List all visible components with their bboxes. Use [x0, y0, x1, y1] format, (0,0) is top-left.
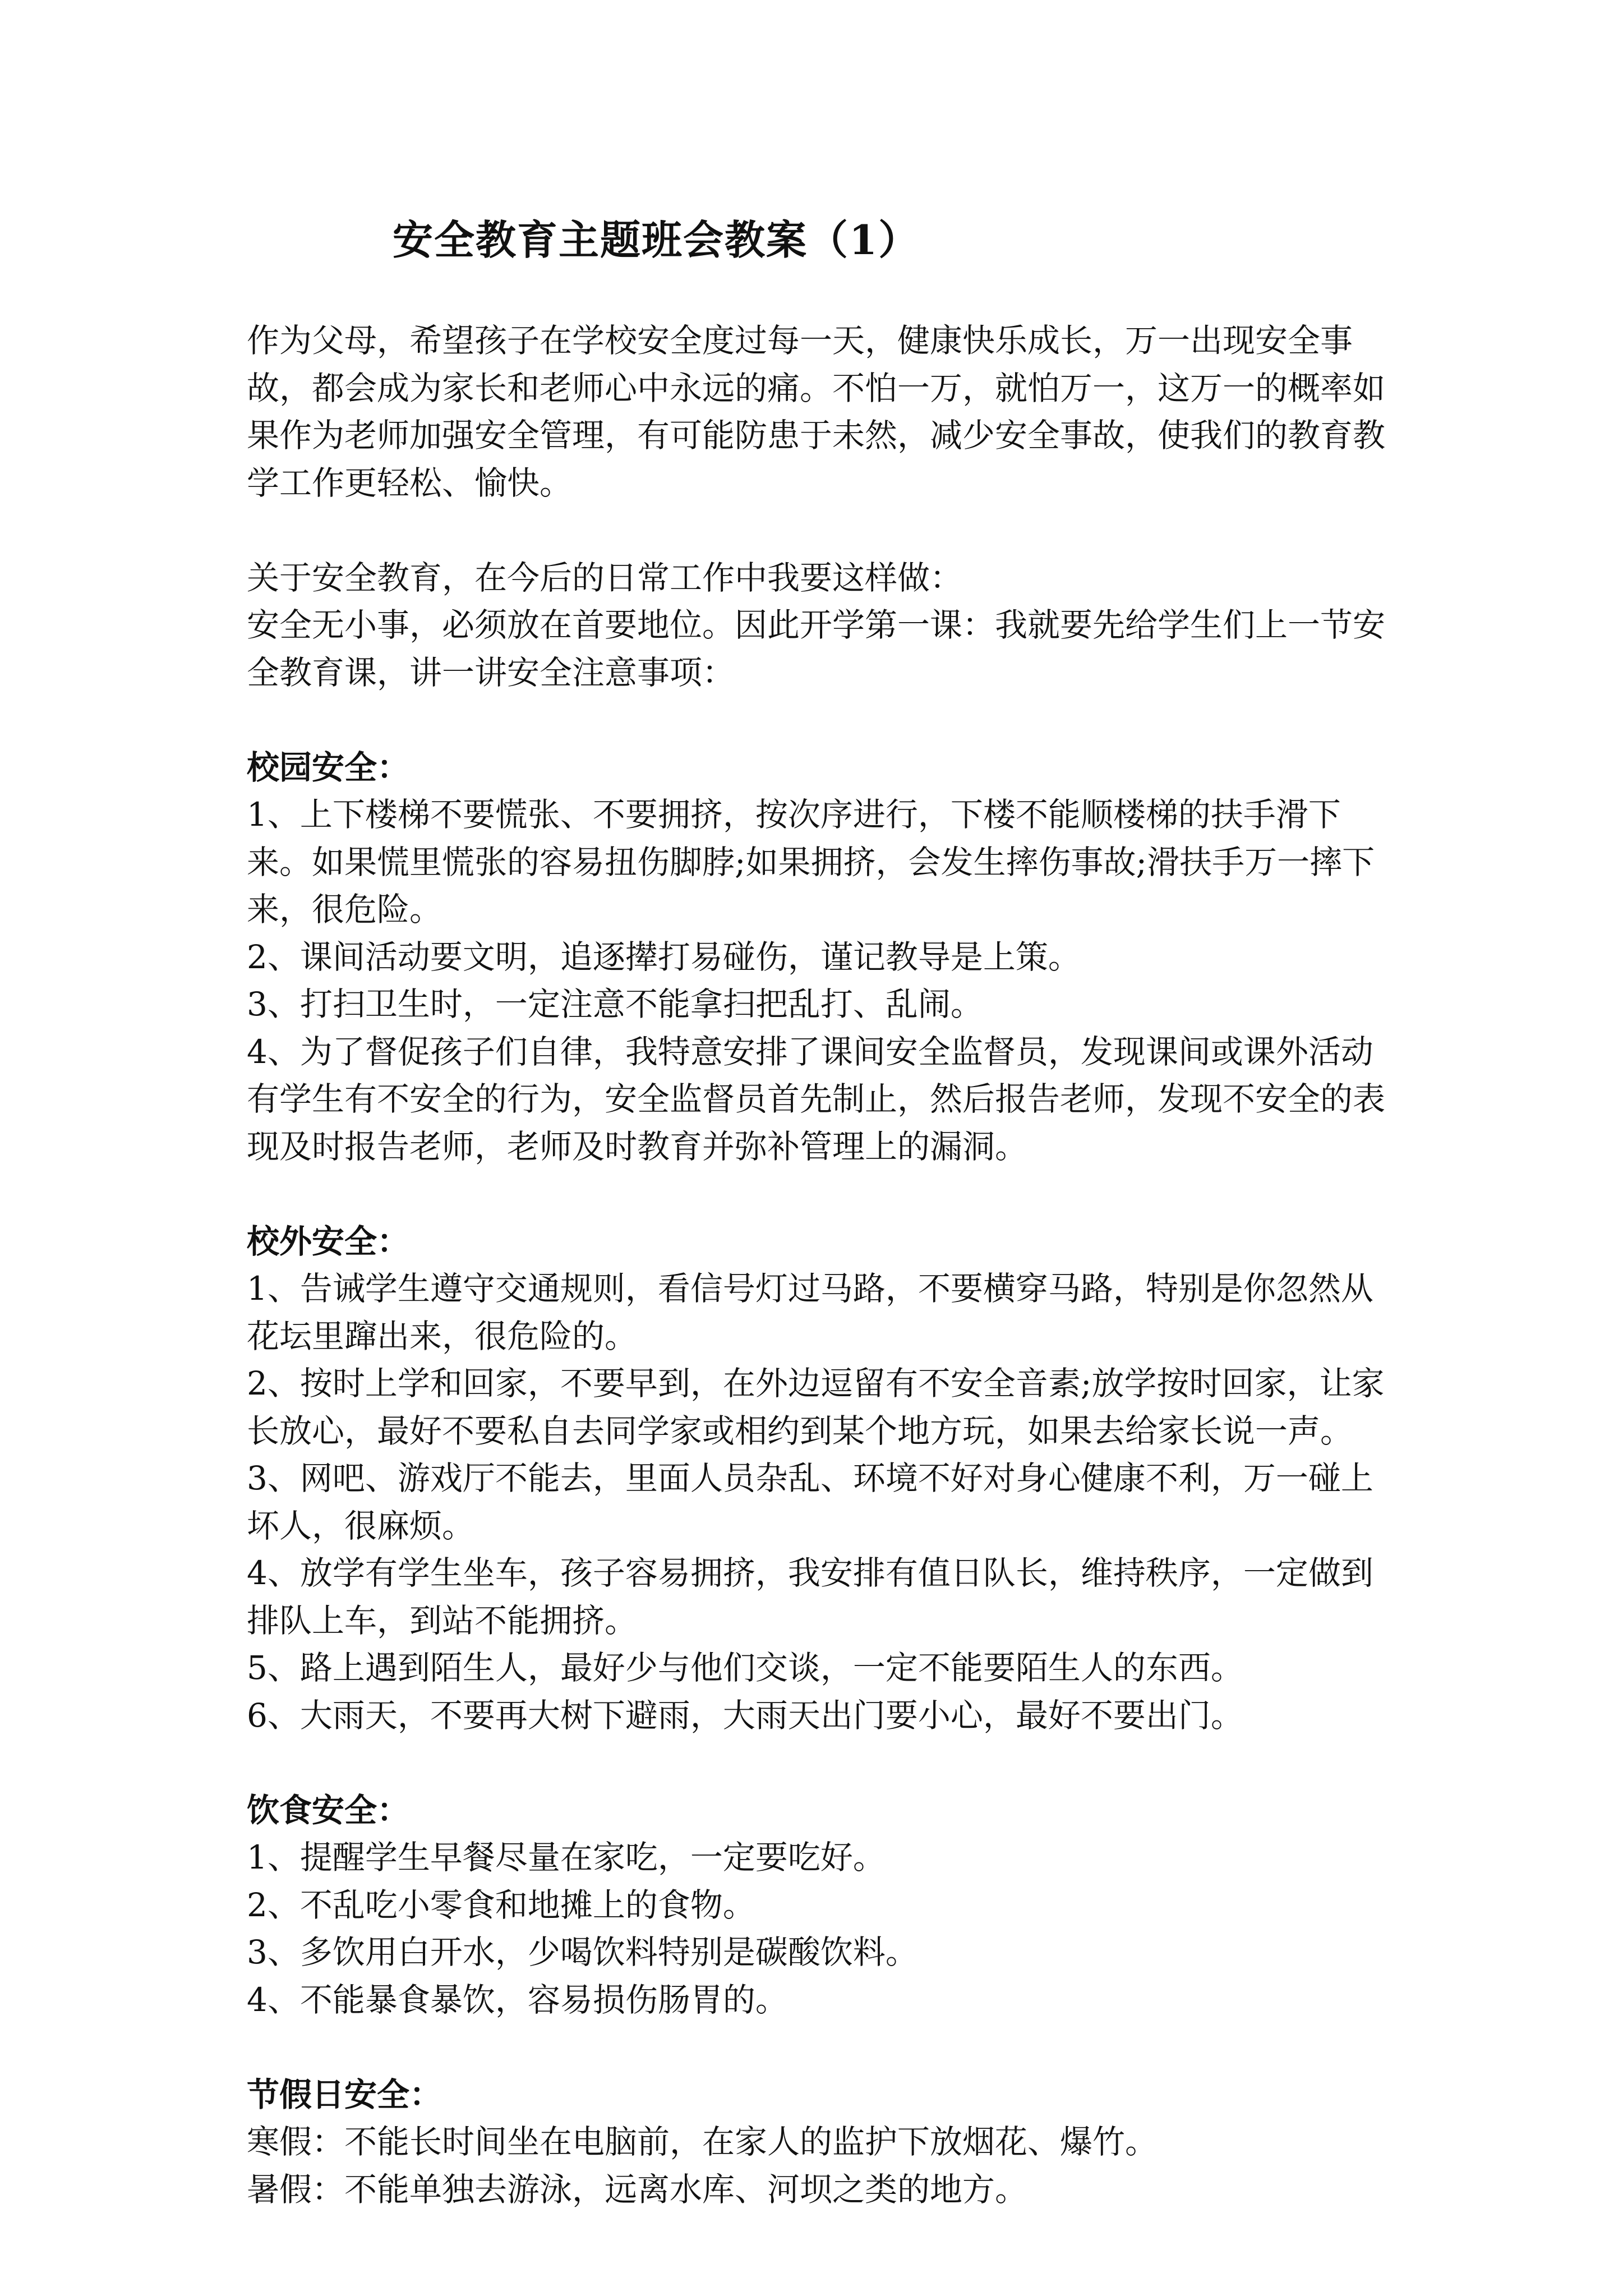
list-item: 6、大雨天，不要再大树下避雨，大雨天出门要小心，最好不要出门。 [247, 1696, 1243, 1734]
list-item: 2、课间活动要文明，追逐撵打易碰伤，谨记教导是上策。 [247, 937, 1081, 976]
list-item: 2、不乱吃小零食和地摊上的食物。 [247, 1885, 755, 1924]
section-off-campus-safety [247, 1218, 1391, 1740]
section-heading: 校外安全： [247, 1222, 410, 1260]
approach-lead: 关于安全教育，在今后的日常工作中我要这样做： [247, 558, 963, 597]
list-item: 2、按时上学和回家，不要早到，在外边逗留有不安全音素;放学按时回家，让家长放心，最好不要私自去同学家或相约到某个地方玩，如果去给家长说一声。 [247, 1364, 1385, 1450]
paragraph-spacer [247, 2023, 1391, 2071]
list-item: 暑假：不能单独去游泳，远离水库、河坝之类的地方。 [247, 2170, 1028, 2208]
paragraph-spacer [247, 696, 1391, 744]
list-item: 5、路上遇到陌生人，最好少与他们交谈，一定不能要陌生人的东西。 [247, 1649, 1243, 1687]
paragraph-spacer [247, 1170, 1391, 1218]
section-holiday-safety [247, 2071, 1391, 2214]
section-heading: 饮食安全： [247, 1791, 410, 1829]
section-heading: 节假日安全： [247, 2075, 442, 2114]
list-item: 4、放学有学生坐车，孩子容易拥挤，我安排有值日队长，维持秩序，一定做到排队上车，到站不能拥挤。 [247, 1554, 1373, 1640]
document-title: 安全教育主题班会教案（1） [393, 216, 920, 264]
list-item: 3、多饮用白开水，少喝饮料特别是碳酸饮料。 [247, 1933, 918, 1971]
list-item: 3、网吧、游戏厅不能去，里面人员杂乱、环境不好对身心健康不利，万一碰上坏人，很麻烦。 [247, 1459, 1373, 1545]
paragraph-spacer [247, 507, 1391, 554]
document-body [247, 317, 1391, 2213]
list-item: 3、打扫卫生时，一定注意不能拿扫把乱打、乱闹。 [247, 985, 983, 1023]
section-campus-safety [247, 744, 1391, 1171]
approach-text: 安全无小事，必须放在首要地位。因此开学第一课：我就要先给学生们上一节安全教育课，讲一讲安全注意事项： [247, 606, 1386, 692]
list-item: 1、上下楼梯不要慌张、不要拥挤，按次序进行，下楼不能顺楼梯的扶手滑下来。如果慌里慌张的容易扭伤脚脖;如果拥挤，会发生摔伤事故;滑扶手万一摔下来，很危险。 [247, 795, 1375, 928]
intro-paragraph: 作为父母，希望孩子在学校安全度过每一天，健康快乐成长，万一出现安全事故，都会成为家长和老师心中永远的痛。不怕一万，就怕万一，这万一的概率如果作为老师加强安全管理，有可能防患于未然，减少安全事故，使我们的教育教学工作更轻松、愉快。 [247, 321, 1386, 502]
section-heading: 校园安全： [247, 748, 410, 786]
list-item: 1、告诫学生遵守交通规则，看信号灯过马路，不要横穿马路，特别是你忽然从花坛里蹿出来，很危险的。 [247, 1269, 1373, 1355]
section-food-safety [247, 1787, 1391, 2024]
list-item: 寒假：不能长时间坐在电脑前，在家人的监护下放烟花、爆竹。 [247, 2123, 1158, 2161]
list-item: 4、为了督促孩子们自律，我特意安排了课间安全监督员，发现课间或课外活动有学生有不安全的行为，安全监督员首先制止，然后报告老师，发现不安全的表现及时报告老师，老师及时教育并弥补管理上的漏洞。 [247, 1032, 1386, 1166]
list-item: 4、不能暴食暴饮，容易损伤肠胃的。 [247, 1980, 788, 2019]
list-item: 1、提醒学生早餐尽量在家吃，一定要吃好。 [247, 1838, 886, 1876]
paragraph-spacer [247, 1739, 1391, 1787]
